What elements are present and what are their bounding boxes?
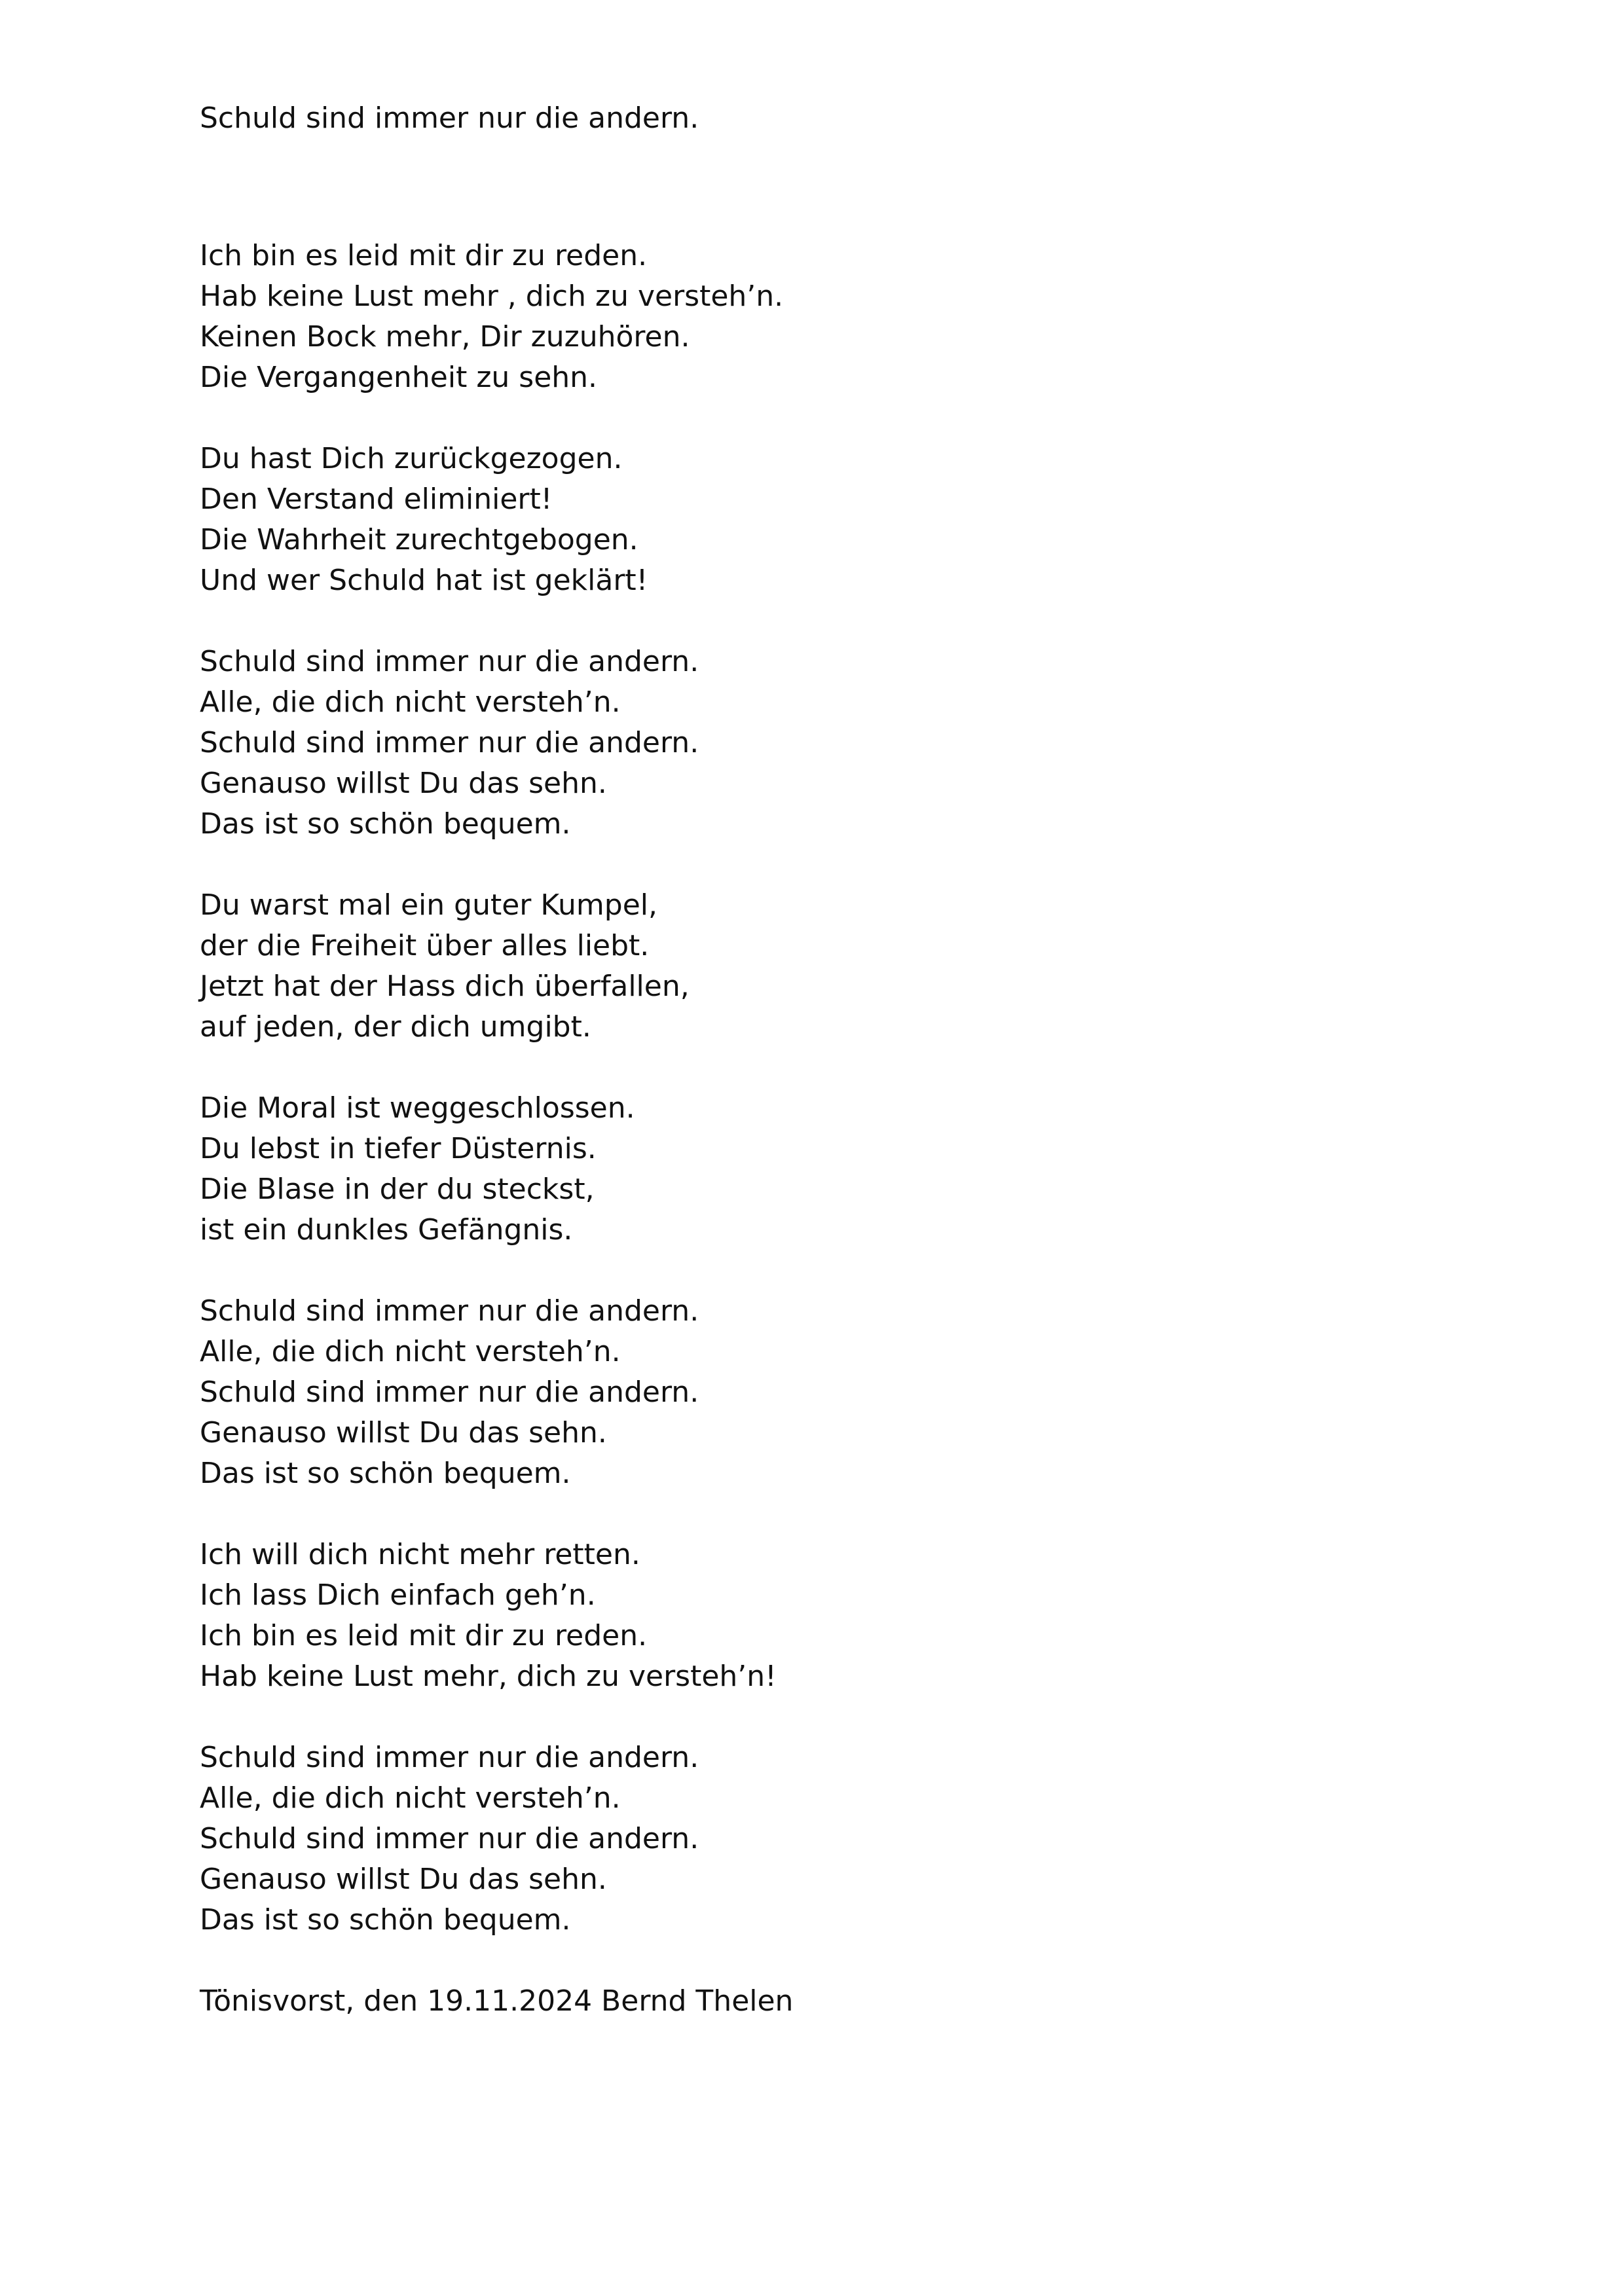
verse-line: Jetzt hat der Hass dich überfallen, — [200, 970, 690, 1003]
verse-line: Ich bin es leid mit dir zu reden. — [200, 1619, 648, 1652]
signature-line: Tönisvorst, den 19.11.2024 Bernd Thelen — [200, 1984, 794, 2018]
verse-line: Alle, die dich nicht versteh’n. — [200, 685, 621, 719]
verse-line: Das ist so schön bequem. — [200, 807, 571, 841]
stanza-6-refrain — [200, 1291, 1509, 1494]
verse-line: Du lebst in tiefer Düsternis. — [200, 1132, 597, 1165]
verse-line: Schuld sind immer nur die andern. — [200, 1294, 699, 1328]
stanza-7 — [200, 1535, 1509, 1697]
verse-line: Die Wahrheit zurechtgebogen. — [200, 523, 638, 556]
verse-line: Genauso willst Du das sehn. — [200, 1416, 607, 1449]
verse-line: Du warst mal ein guter Kumpel, — [200, 888, 657, 922]
verse-line: Hab keine Lust mehr, dich zu versteh’n! — [200, 1660, 777, 1693]
verse-line: Genauso willst Du das sehn. — [200, 767, 607, 800]
verse-line: Genauso willst Du das sehn. — [200, 1863, 607, 1896]
stanza-4 — [200, 885, 1509, 1048]
verse-line: Das ist so schön bequem. — [200, 1903, 571, 1937]
verse-line: Alle, die dich nicht versteh’n. — [200, 1781, 621, 1815]
poem-title: Schuld sind immer nur die andern. — [200, 101, 699, 135]
verse-line: Du hast Dich zurückgezogen. — [200, 442, 623, 475]
verse-line: Schuld sind immer nur die andern. — [200, 1376, 699, 1409]
stanza-3-refrain — [200, 642, 1509, 845]
stanza-8-refrain — [200, 1738, 1509, 1941]
poem-body — [200, 98, 1509, 2022]
verse-line: Schuld sind immer nur die andern. — [200, 1822, 699, 1855]
verse-line: Schuld sind immer nur die andern. — [200, 1741, 699, 1774]
stanza-1 — [200, 236, 1509, 398]
verse-line: auf jeden, der dich umgibt. — [200, 1010, 591, 1044]
stanza-2 — [200, 439, 1509, 601]
verse-line: Schuld sind immer nur die andern. — [200, 726, 699, 759]
verse-line: Den Verstand eliminiert! — [200, 483, 553, 516]
verse-line: Schuld sind immer nur die andern. — [200, 645, 699, 678]
verse-line: Alle, die dich nicht versteh’n. — [200, 1335, 621, 1368]
stanza-5 — [200, 1088, 1509, 1250]
verse-line: Hab keine Lust mehr , dich zu versteh’n. — [200, 280, 784, 313]
verse-line: Die Vergangenheit zu sehn. — [200, 361, 598, 394]
verse-line: Und wer Schuld hat ist geklärt! — [200, 564, 648, 597]
verse-line: Das ist so schön bequem. — [200, 1457, 571, 1490]
verse-line: der die Freiheit über alles liebt. — [200, 929, 650, 962]
verse-line: Ich will dich nicht mehr retten. — [200, 1538, 640, 1571]
verse-line: Keinen Bock mehr, Dir zuzuhören. — [200, 320, 690, 354]
verse-line: Ich bin es leid mit dir zu reden. — [200, 239, 648, 272]
verse-line: Die Moral ist weggeschlossen. — [200, 1091, 635, 1125]
verse-line: Ich lass Dich einfach geh’n. — [200, 1578, 596, 1612]
verse-line: ist ein dunkles Gefängnis. — [200, 1213, 573, 1247]
verse-line: Die Blase in der du steckst, — [200, 1173, 595, 1206]
